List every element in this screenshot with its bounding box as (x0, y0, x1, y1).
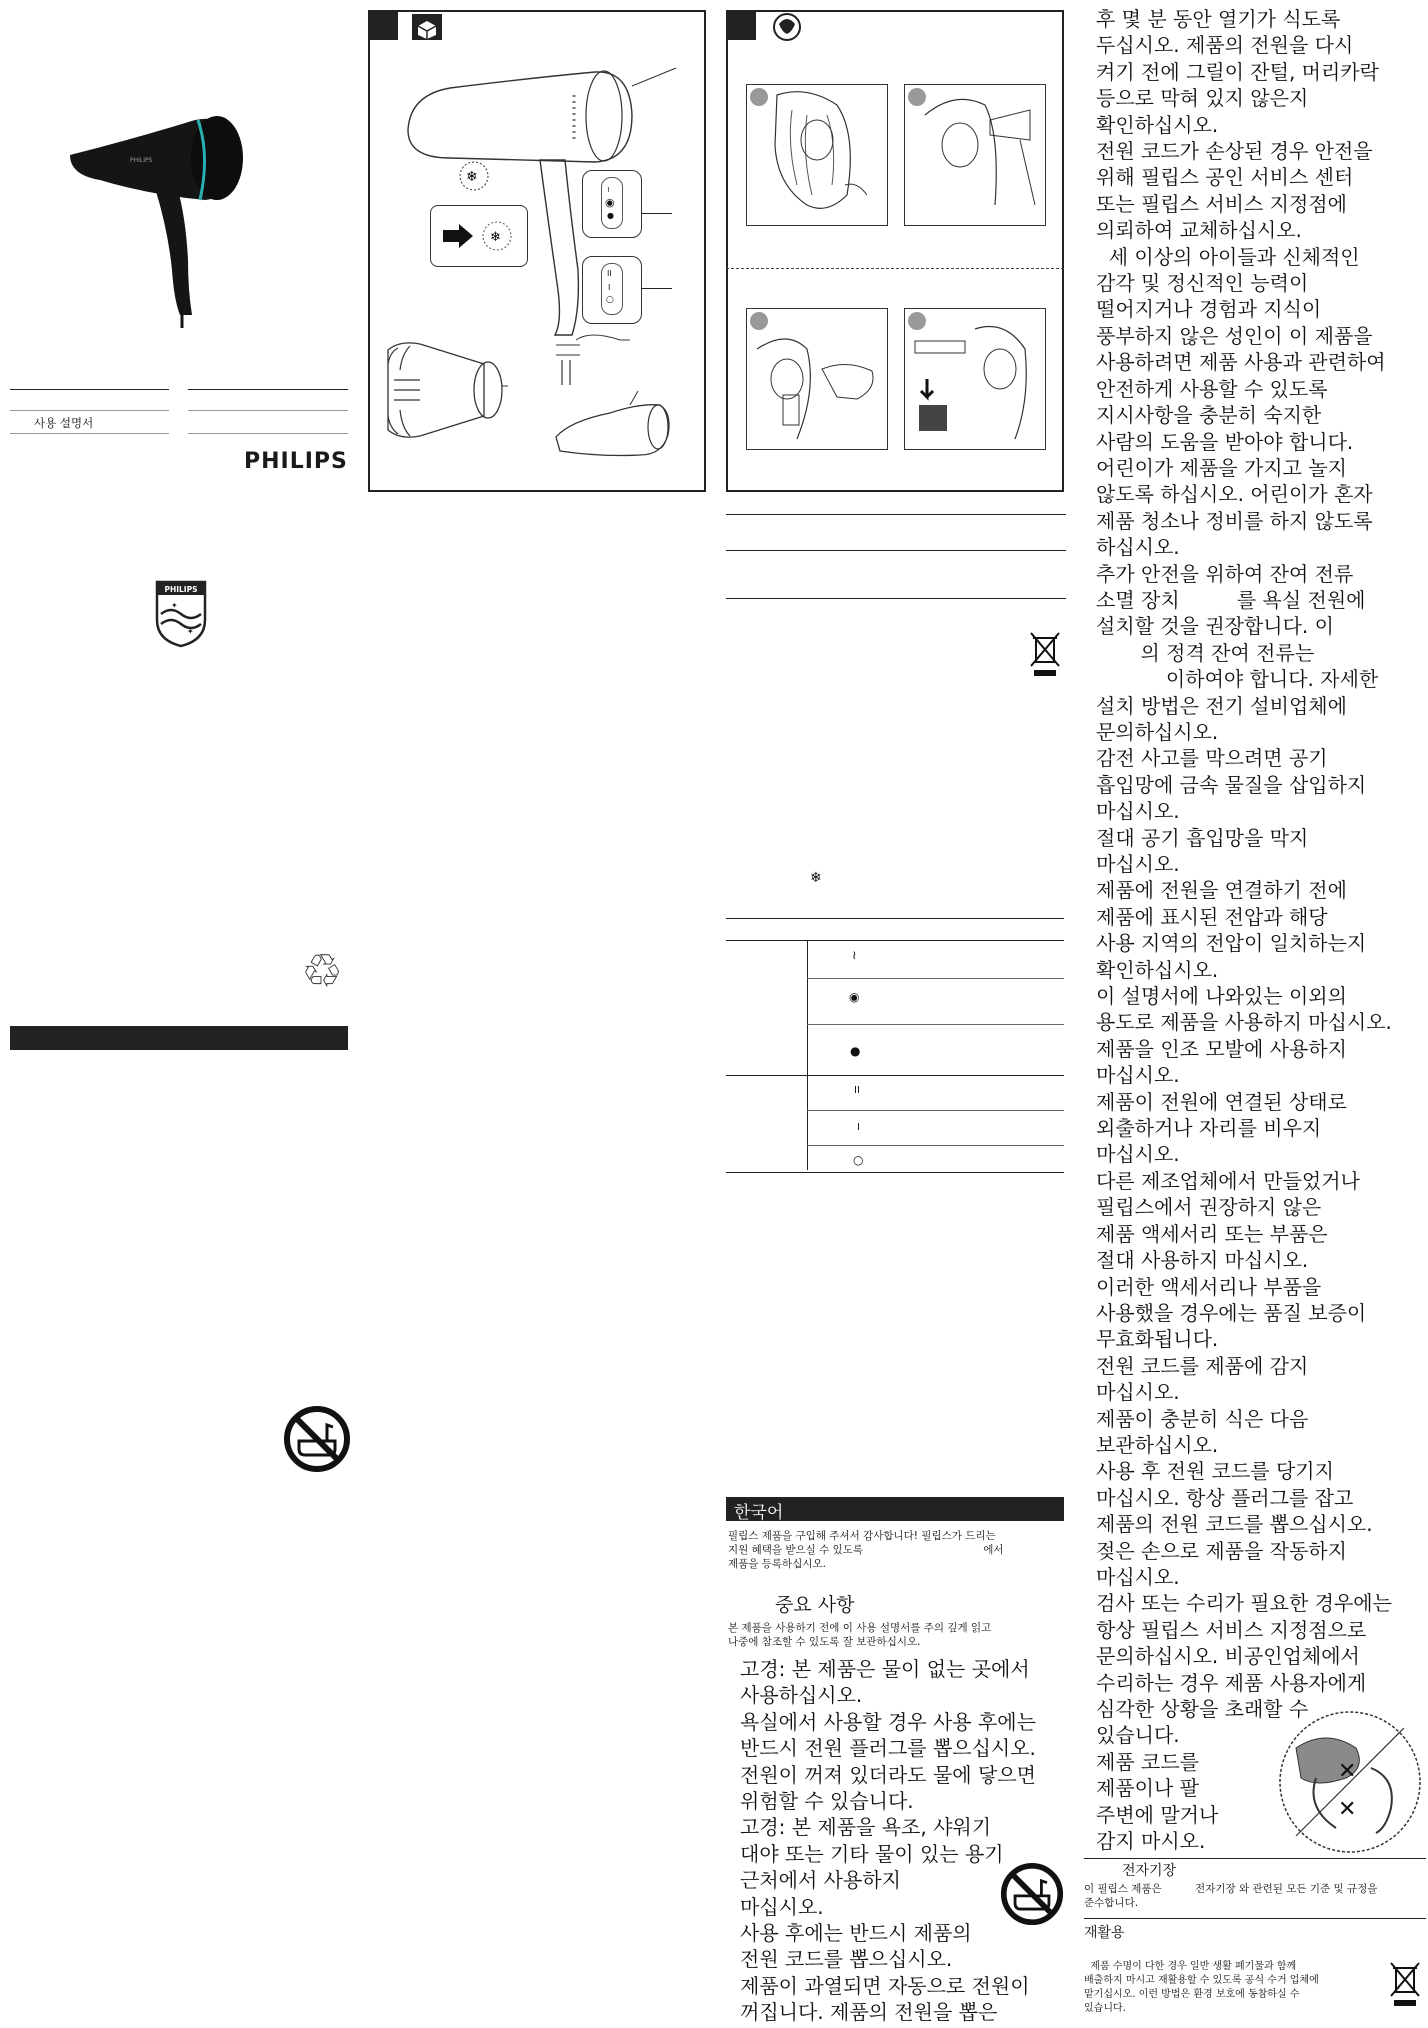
callout-line-1 (642, 213, 672, 214)
col3-line: 반드시 전원 플러그를 뽑으십시오. (740, 1736, 1036, 1761)
cover-rule-right-1 (188, 389, 348, 390)
col4-line: 의 정격 잔여 전류는 (1096, 640, 1315, 665)
speed-setting-off: ○ (853, 1153, 864, 1167)
temp-setting-high: ≀ (852, 948, 857, 962)
weee-bin-icon-2 (1388, 1960, 1422, 2008)
col4-line: 사용했을 경우에는 품질 보증이 (1096, 1300, 1367, 1325)
col4-line: 항상 필립스 서비스 지정점으로 (1096, 1617, 1367, 1642)
no-bathtub-warning-icon-2 (1000, 1862, 1064, 1926)
col4-line: 설치 방법은 전기 설비업체에 (1096, 693, 1347, 718)
table-row-rule-1 (807, 978, 1064, 979)
col4-line: 마십시오. (1096, 852, 1180, 876)
col4-line: 또는 필립스 서비스 지정점에 (1096, 191, 1347, 216)
col4-line: 용도로 제품을 사용하지 마십시오. (1096, 1010, 1392, 1035)
col3-line: 고경: 본 제품을 욕조, 샤워기 (740, 1815, 992, 1840)
emf-rule (1084, 1858, 1426, 1859)
speed-setting-low: I (857, 1122, 860, 1133)
col4-line: 보관하십시오. (1096, 1432, 1219, 1457)
col4-line: 마십시오. (1096, 1380, 1180, 1405)
col4-line: 필립스에서 권장하지 않은 (1096, 1195, 1322, 1220)
col4-line: 세 이상의 아이들과 신체적인 (1096, 244, 1360, 269)
style-step-3-image (746, 308, 888, 450)
col3-rule-1 (726, 514, 1066, 515)
hair-style-icon (770, 12, 804, 42)
safety-text-col4 (1096, 6, 1426, 1854)
col4-line: 제품에 전원을 연결하기 전에 (1096, 878, 1347, 903)
cover-rule-right-3 (188, 433, 348, 434)
col4-line: 제품 청소나 정비를 하지 않도록 (1096, 508, 1373, 533)
col3-line: 제품이 과열되면 자동으로 전원이 (740, 1973, 1030, 1998)
col4-line: 이 설명서에 나와있는 이외의 (1096, 984, 1347, 1009)
col4-line: 주변에 말거나 (1096, 1802, 1219, 1827)
important-title: 중요 사항 (775, 1594, 855, 1616)
svg-text:PHILIPS: PHILIPS (130, 157, 153, 164)
cover-rule-left-2 (10, 410, 169, 411)
col4-line: 의뢰하여 교체하십시오. (1096, 218, 1302, 243)
table-group-rule (726, 1075, 1064, 1076)
col4-line: 마십시오. (1096, 1564, 1180, 1589)
col4-line: 떨어지거나 경험과 지식이 (1096, 297, 1322, 322)
col4-line: 켜기 전에 그릴이 잔털, 머리카락 (1096, 59, 1379, 84)
svg-text:❄: ❄ (490, 230, 501, 245)
cool-shot-button-callout (430, 205, 528, 267)
emf-line-1: 이 필립스 제품은 전자기장 와 관련된 모든 기준 및 규정을 (1084, 1883, 1378, 1895)
emf-title: 전자기장 (1122, 1863, 1177, 1879)
col4-line: 설치할 것을 권장합니다. 이 (1096, 614, 1334, 639)
col4-line: 위해 필립스 공인 서비스 센터 (1096, 165, 1354, 190)
style-divider-dashed (726, 268, 1064, 269)
col3-line: 전원이 꺼져 있더라도 물에 닿으면 (740, 1762, 1036, 1787)
col3-line: 고경: 본 제품은 물이 없는 곳에서 (740, 1657, 1030, 1681)
concentrator-nozzle-drawing (550, 385, 675, 465)
col4-line: 수리하는 경우 제품 사용자에게 (1096, 1670, 1367, 1695)
diffuser-attachment-drawing (380, 330, 510, 450)
col4-line: 사용하려면 제품 사용과 관련하여 (1096, 350, 1386, 375)
language-heading-bar (726, 1497, 1064, 1521)
recycle-line-3: 맡기십시오. 이런 방법은 환경 보호에 동참하실 수 (1084, 1989, 1300, 2000)
safety-text-col3 (740, 1656, 1070, 2026)
svg-text:✕: ✕ (1338, 1797, 1357, 1822)
cool-shot-symbol: ❄ (810, 870, 822, 886)
col4-line: 감각 및 정신적인 능력이 (1096, 271, 1309, 296)
svg-text:✦: ✦ (187, 627, 194, 636)
doc-label: 사용 설명서 (34, 416, 94, 430)
col4-line: 안전하게 사용할 수 있도록 (1096, 376, 1328, 401)
table-vertical-divider (807, 940, 808, 1170)
philips-shield-logo (155, 580, 207, 648)
table-bottom-rule (726, 1172, 1064, 1173)
col3-line: 사용 후에는 반드시 제품의 (740, 1921, 972, 1946)
col3-rule-2 (726, 550, 1066, 551)
recycle-rule (1084, 1918, 1426, 1919)
panel-number-tab-2 (726, 10, 756, 40)
col3-rule-3 (726, 598, 1066, 599)
panel-number-tab (368, 10, 398, 40)
col4-line: 등으로 막혀 있지 않은지 (1096, 86, 1309, 111)
col4-line: 지시사항을 충분히 숙지한 (1096, 403, 1322, 428)
important-line-1: 본 제품을 사용하기 전에 이 사용 설명서를 주의 깊게 읽고 (728, 1622, 992, 1634)
col4-line: 절대 공기 흡입망을 막지 (1096, 825, 1309, 850)
no-bathtub-warning-icon (283, 1405, 351, 1473)
col4-line: 전원 코드가 손상된 경우 안전을 (1096, 139, 1373, 164)
col4-line: 감지 마시오. (1096, 1829, 1206, 1854)
col3-line: 대야 또는 기타 물이 있는 용기 (740, 1841, 1004, 1866)
intro-line-3: 제품을 등록하십시오. (728, 1558, 826, 1570)
important-line-2: 나중에 참조할 수 있도록 잘 보관하십시오. (728, 1636, 921, 1648)
svg-text:❄: ❄ (466, 169, 478, 185)
style-step-1-image (746, 84, 888, 226)
table-header-rule (726, 940, 1064, 941)
col4-line: 절대 사용하지 마십시오. (1096, 1248, 1309, 1273)
col4-line: 전원 코드를 제품에 감지 (1096, 1353, 1309, 1378)
cover-rule-left-1 (10, 389, 169, 390)
col3-line: 마십시오. (740, 1894, 824, 1919)
col4-line: 감전 사고를 막으려면 공기 (1096, 746, 1328, 771)
speed-switch-callout: II I ○ (582, 256, 642, 324)
col3-line: 꺼집니다. 제품의 전원을 뽑은 (740, 2000, 998, 2025)
table-top-rule (726, 918, 1064, 919)
col4-line: 마십시오. (1096, 1142, 1180, 1167)
col3-line: 전원 코드를 뽑으십시오. (740, 1947, 953, 1972)
recycle-title: 재활용 (1084, 1925, 1125, 1941)
col3-line: 사용하십시오. (740, 1683, 863, 1708)
table-row-rule-2 (807, 1024, 1064, 1025)
col4-line: 무효화됩니다. (1096, 1327, 1219, 1352)
col4-line: 제품이 충분히 식은 다음 (1096, 1406, 1309, 1431)
col4-line: 제품을 인조 모발에 사용하지 (1096, 1036, 1347, 1061)
col3-line: 근처에서 사용하지 (740, 1868, 901, 1893)
col4-line: 심각한 상황을 초래할 수 (1096, 1697, 1309, 1721)
intro-line-1: 필립스 제품을 구입해 주셔서 감사합니다! 필립스가 드리는 (728, 1530, 996, 1542)
cover-rule-left-3 (10, 433, 169, 434)
recycle-icon: ♲ (301, 944, 343, 998)
col3-line: 욕실에서 사용할 경우 사용 후에는 (740, 1709, 1036, 1734)
col4-line: 사용 후 전원 코드를 당기지 (1096, 1459, 1334, 1484)
col4-line: 제품이나 팔 (1096, 1776, 1199, 1801)
col4-line: 풍부하지 않은 성인이 이 제품을 (1096, 323, 1373, 348)
col4-line: 추가 안전을 위하여 잔여 전류 (1096, 561, 1354, 586)
col4-line: 이러한 액세서리나 부품을 (1096, 1274, 1322, 1299)
col4-line: 하십시오. (1096, 535, 1180, 560)
col4-line: 제품이 전원에 연결된 상태로 (1096, 1089, 1347, 1114)
svg-text:✦: ✦ (171, 601, 178, 610)
style-step-4-image (904, 308, 1046, 450)
intro-line-2: 지원 혜택을 받으실 수 있도록 에서 (728, 1544, 1004, 1556)
col4-line: 있습니다. (1096, 1723, 1180, 1748)
cord-wrap-warning-illustration (1276, 1708, 1424, 1856)
emf-line-2: 준수합니다. (1084, 1897, 1139, 1909)
col4-line: 이하여야 합니다. 자세한 (1096, 667, 1379, 692)
hairdryer-product-photo (60, 100, 260, 330)
col4-line: 제품 코드를 (1096, 1749, 1199, 1774)
col4-line: 않도록 하십시오. 어린이가 혼자 (1096, 482, 1373, 507)
col4-line: 마십시오. (1096, 1063, 1180, 1088)
col4-line: 제품에 표시된 전압과 해당 (1096, 904, 1328, 929)
box-icon (410, 12, 444, 42)
col4-line: 제품의 전원 코드를 뽑으십시오. (1096, 1512, 1373, 1537)
col4-line: 확인하십시오. (1096, 112, 1219, 137)
brand-wordmark: PHILIPS (244, 449, 348, 474)
col4-line: 제품 액세서리 또는 부품은 (1096, 1221, 1328, 1246)
temperature-switch-callout: ≀ ◉ ● (582, 170, 642, 238)
col3-line: 위험할 수 있습니다. (740, 1789, 914, 1814)
cover-black-band (10, 1026, 348, 1050)
weee-bin-icon (1028, 630, 1062, 678)
col4-line: 흡입망에 금속 물질을 삽입하지 (1096, 772, 1367, 797)
language-heading: 한국어 (734, 1503, 784, 1523)
col4-line: 다른 제조업체에서 만들었거나 (1096, 1168, 1360, 1193)
col4-line: 확인하십시오. (1096, 957, 1219, 982)
col4-line: 문의하십시오. 비공인업체에서 (1096, 1644, 1360, 1669)
style-step-2-image (904, 84, 1046, 226)
col4-line: 젖은 손으로 제품을 작동하지 (1096, 1538, 1347, 1563)
col4-line: 문의하십시오. (1096, 719, 1219, 744)
callout-line-2 (642, 288, 672, 289)
recycle-line-1: 제품 수명이 다한 경우 일반 생활 폐기물과 함께 (1084, 1961, 1297, 1972)
speed-setting-high: II (854, 1085, 860, 1096)
temp-setting-medium: ◉ (849, 990, 860, 1004)
col4-line: 마십시오. 항상 플러그를 잡고 (1096, 1485, 1354, 1510)
col4-line: 검사 또는 수리가 필요한 경우에는 (1096, 1591, 1392, 1616)
col4-line: 사용 지역의 전압이 일치하는지 (1096, 931, 1367, 956)
col4-line: 소멸 장치 를 욕실 전원에 (1096, 587, 1366, 612)
recycle-line-2: 배출하지 마시고 재활용할 수 있도록 공식 수거 업체에 (1084, 1975, 1319, 1986)
col4-line: 어린이가 제품을 가지고 놀지 (1096, 455, 1347, 480)
col4-line: 사람의 도움을 받아야 합니다. (1096, 429, 1354, 454)
svg-text:PHILIPS: PHILIPS (164, 585, 198, 594)
col4-line: 후 몇 분 동안 열기가 식도록 (1096, 7, 1341, 31)
col4-line: 외출하거나 자리를 비우지 (1096, 1116, 1322, 1141)
recycle-line-4: 있습니다. (1084, 2003, 1126, 2014)
temp-setting-cool: ● (850, 1044, 861, 1058)
svg-text:✕: ✕ (1338, 1759, 1357, 1784)
col4-line: 두십시오. 제품의 전원을 다시 (1096, 33, 1354, 58)
table-row-rule-3 (807, 1110, 1064, 1111)
col4-line: 마십시오. (1096, 799, 1180, 824)
cover-rule-right-2 (188, 410, 348, 411)
table-row-rule-4 (807, 1145, 1064, 1146)
